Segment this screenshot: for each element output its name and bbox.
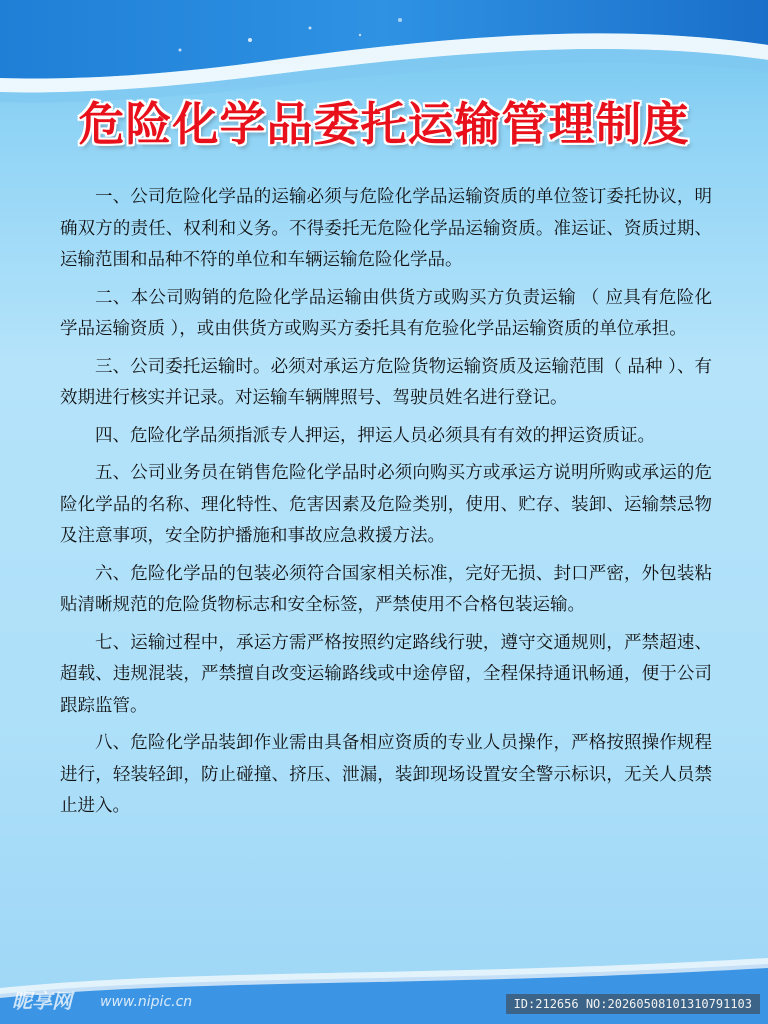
regulation-item-8: 八、危险化学品装卸作业需由具备相应资质的专业人员操作，严格按照操作规程进行，轻装轻卸，防止碰撞、挤压、泄漏，装卸现场设置安全警示标识，无关人员禁止进入。 xyxy=(60,733,712,816)
watermark-logo: 昵享网 xyxy=(12,989,72,1013)
regulation-item-2: 二、本公司购销的危险化学品运输由供货方或购买方负责运输 （ 应具有危险化学品运输资质 ），或由供货方或购买方委托具有危验化学品运输资质的单位承担。 xyxy=(60,287,712,339)
image-id-label: ID:212656 NO:20260508101310791103 xyxy=(506,994,760,1014)
regulation-item-4: 四、危险化学品须指派专人押运，押运人员必须具有有效的押运资质证。 xyxy=(95,425,655,446)
regulation-item-3: 三、公司委托运输时。必须对承运方危险货物运输资质及运输范围（ 品种 ）、有效期进行核实并记录。对运输车辆牌照号、驾驶员姓名进行登记。 xyxy=(60,356,712,408)
regulation-item-6: 六、危险化学品的包装必须符合国家相关标准，完好无损、封口严密，外包装粘贴清晰规范的危险货物标志和安全标签，严禁使用不合格包装运输。 xyxy=(60,563,712,615)
regulation-item-5: 五、公司业务员在销售危险化学品时必须向购买方或承运方说明所购或承运的危险化学品的名称、理化特性、危害因素及危险类别，使用、贮存、装卸、运输禁忌物及注意事项，安全防护播施和事故应急救援方法。 xyxy=(60,463,712,546)
page-title: 危险化学品委托运输管理制度 xyxy=(78,97,690,151)
regulation-item-1: 一、公司危险化学品的运输必须与危险化学品运输资质的单位签订委托协议，明确双方的责任、权利和义务。不得委托无危险化学品运输资质。准运证、资质过期、运输范围和品种不符的单位和车辆运输危险化学品。 xyxy=(60,187,712,270)
watermark-url: www.nipic.cn xyxy=(100,994,193,1010)
regulation-body xyxy=(60,182,712,829)
regulation-item-7: 七、运输过程中，承运方需严格按照约定路线行驶，遵守交通规则，严禁超速、超载、违规混装，严禁擅自改变运输路线或中途停留，全程保持通讯畅通，便于公司跟踪监管。 xyxy=(60,632,712,716)
